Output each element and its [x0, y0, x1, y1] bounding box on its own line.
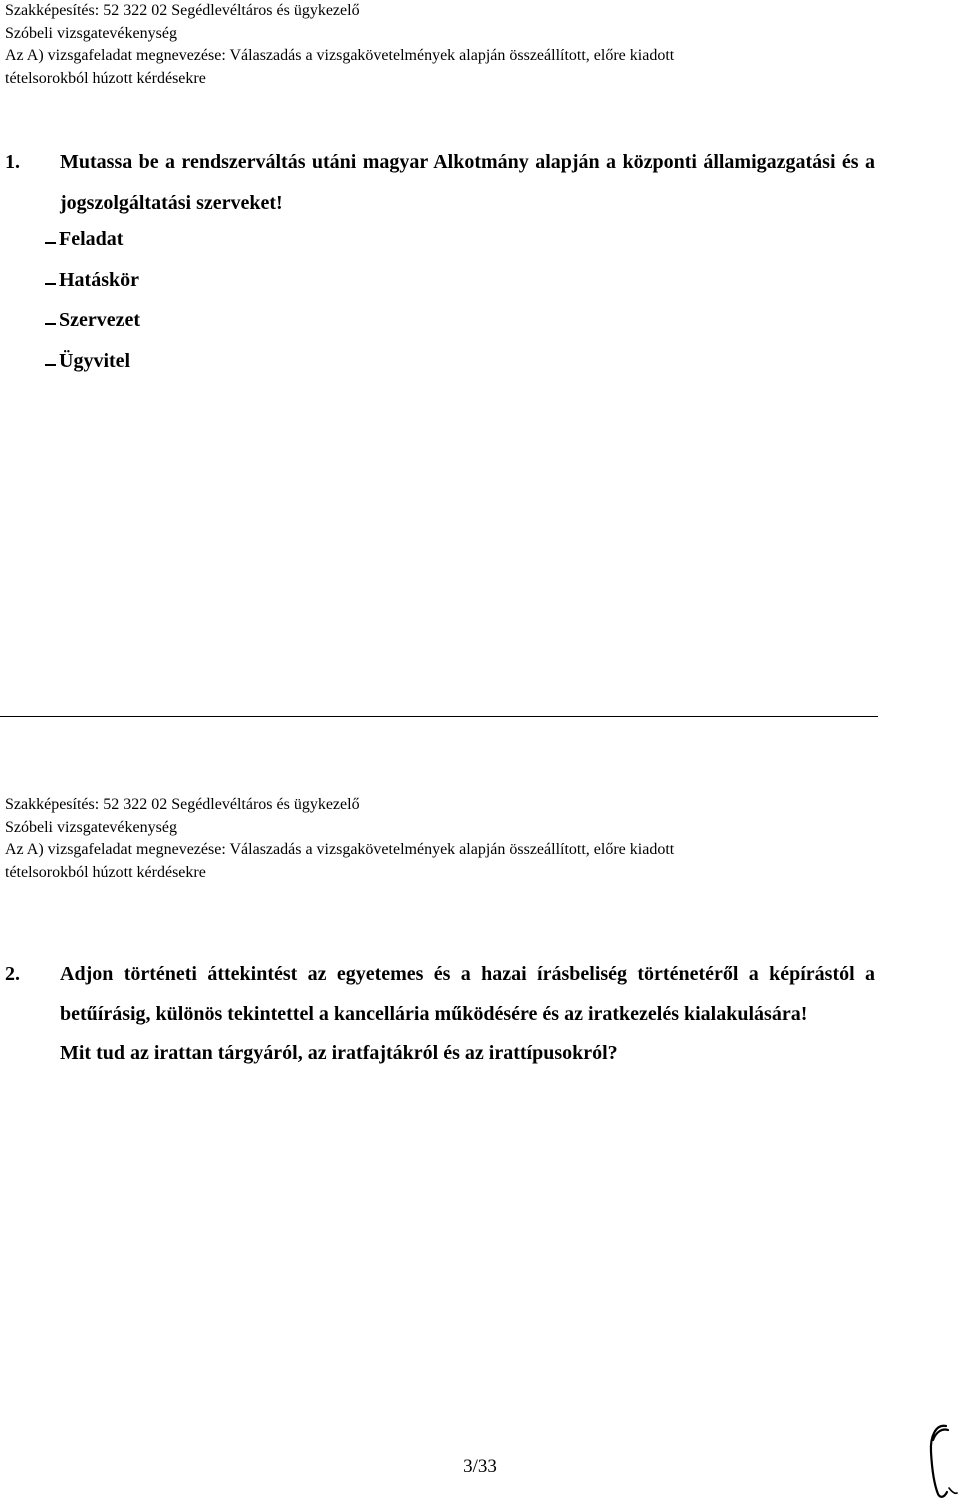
exam-header-top [5, 0, 674, 90]
header-task-name-cont: tételsorokból húzott kérdésekre [5, 863, 206, 881]
page-number: 3/33 [463, 1456, 497, 1477]
question-2 [5, 955, 875, 1074]
header-activity: Szóbeli vizsgatevékenység [5, 24, 177, 42]
question-2-followup: Mit tud az irattan tárgyáról, az iratfajtákról és az irattípusokról? [60, 1042, 618, 1064]
bullet-label: Szervezet [59, 309, 141, 332]
dash-icon [45, 283, 56, 285]
header-task-name: Az A) vizsgafeladat megnevezése: Válaszadás a vizsgakövetelmények alapján összeállított, előre kiadott [5, 841, 675, 858]
bullet-item [45, 300, 140, 341]
question-1-text: Mutassa be a rendszerváltás utáni magyar Alkotmány alapján a központi államigazgatási és a jogszolgáltatási szerveket! [60, 151, 875, 214]
bullet-label: Ügyvitel [59, 350, 131, 373]
bullet-label: Feladat [59, 228, 124, 250]
question-1-number: 1. [5, 151, 20, 173]
dash-icon [45, 242, 56, 244]
bullet-item [45, 219, 140, 260]
header-task-name: Az A) vizsgafeladat megnevezése: Válaszadás a vizsgakövetelmények alapján összeállított, előre kiadott [5, 47, 675, 64]
dash-icon [45, 364, 56, 366]
header-qualification: Szakképesítés: 52 322 02 Segédlevéltáros és ügykezelő [5, 796, 360, 813]
question-2-text: Adjon történeti áttekintést az egyetemes és a hazai írásbeliség történetéről a képírástól a betűírásig, különös tekintettel a kancellária működésére és az iratkezelés kialakulására! [60, 963, 875, 1025]
page-separator [0, 716, 878, 717]
bullet-item [45, 260, 140, 301]
question-1-bullet-list [45, 219, 140, 382]
header-qualification: Szakképesítés: 52 322 02 Segédlevéltáros és ügykezelő [5, 2, 360, 19]
header-task-name-cont: tételsorokból húzott kérdésekre [5, 69, 206, 87]
bullet-item [45, 341, 140, 382]
header-activity: Szóbeli vizsgatevékenység [5, 818, 177, 836]
question-1 [5, 142, 875, 224]
signature-icon [922, 1418, 958, 1500]
exam-header-bottom [5, 794, 674, 884]
question-2-number: 2. [5, 963, 20, 985]
bullet-label: Hatáskör [59, 268, 139, 291]
dash-icon [45, 323, 56, 325]
